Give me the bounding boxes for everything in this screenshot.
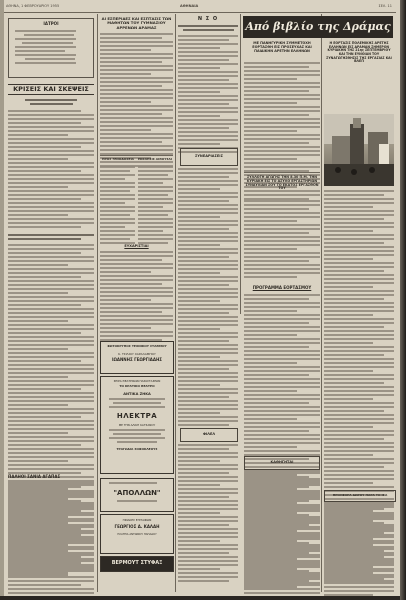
col4-headline-2: ΣΥΛΛΟΓΗ ΑΓΩΓΗΣ ΤΗΝ 8.30 Π.Μ. ΤΗΝ ΚΥΡΙΑΚΗ ΕΙΣ ΤΟ ΑΣΥΛΟ ΕΡΓΑΣΤΗΡΙΩΝ ΣΥΝΑΥΛΙΑΝ ΣΟΥ ΤΟ ΕΚΑΤΟΣ ΕΡΓΑΣΘΟΝ ΤΟΥ: [245, 175, 319, 191]
col3-heading: Ν Σ Ο: [197, 16, 219, 22]
col1-bottom-text: [8, 482, 94, 578]
notice-text: [324, 504, 394, 584]
ad-apollon: [100, 478, 174, 512]
page-header: [4, 2, 396, 12]
ad-theatre-l2: ΤΟ ΚΡΑΤΙΚΟ ΘΕΑΤΡΟ: [119, 384, 155, 389]
ad-theatre-electra: [100, 376, 174, 474]
column-rule: [97, 14, 98, 592]
ad-apollon-title: "ΑΠΟΛΛΩΝ": [113, 489, 161, 497]
program-heading: ΠΡΟΓΡΑΜΜΑ ΕΟΡΤΑΣΜΟΥ: [252, 285, 312, 290]
col2-sub-right-text: [138, 166, 173, 246]
col4-headline: ΜΕ ΠΑΝΗΓΥΡΙΚΗ ΣΥΜΜΕΤΟΧΗ ΕΟΡΤΑΣΘΗ ΕΙΣ ΠΡΟΣΕΥΧΑΣ ΚΑΙ ΠΑΙΔΙΚΗΝ ΑΡΕΤΗΝ ΕΛΛΗΝΩΝ: [252, 41, 312, 53]
ad-vermouth-title: ΒΕΡΜΟΥΤ ΣΤΥΦΑΞ: [111, 560, 163, 566]
ad-grave-l3: ΠΛΑΤΕΙΑ ΑΝΤΩΝΙΟΥ ΠΑΠΑΔΟΥ: [117, 533, 157, 537]
col3-lower-box-title: ΦΙΛΕΛ: [202, 432, 216, 436]
ad-photo-line2: ΙΩΑΝΝΗΣ ΓΕΩΡΓΙΑΔΗΣ: [111, 357, 163, 363]
ad-theatre-title: ΗΛΕΚΤΡΑ: [116, 412, 158, 421]
ad-grave-l1: ΠΙΝΑΚΕΣ ΕΠΙΤΑΦΙΩΝ: [122, 518, 152, 522]
notice-box: [324, 490, 396, 502]
col2-sub-left: ΠΡΟΣ ΞΕΝΟΔΟΧΕΙΑ: [101, 157, 135, 161]
section-title: ΚΡΙΣΕΙΣ ΚΑΙ ΣΚΕΨΕΙΣ: [8, 84, 94, 95]
ceremony-photo-image: [324, 114, 394, 186]
column-rule: [175, 14, 176, 592]
col4-text-2: [244, 200, 320, 280]
col2-sub-left-text: [100, 166, 135, 246]
ad-photo-line1: Κ. ΤΣΙΛΙΟΥ ΧΑΡΑΛΑΜΠΟΥ: [118, 351, 156, 356]
section-banner: [243, 16, 393, 38]
col3-lower-text: [178, 444, 238, 584]
col5-headline: Η ΕΟΡΤΑΣΙΣ ΠΟΛΕΜΙΚΗΣ ΑΡΕΤΗΣ ΕΛΛΗΝΩΝ ΕΙΣ ΔΡΑΜΑΝ ΣΗΜΕΡΟΝ ΚΥΡΙΑΚΗΝ ΤΗΣ 21ης ΣΕΠΤΕΜΒΡΙΟΥ ΚΑΙ ΤΗΝ ΕΥΝΟΙΑΝ ΤΟΥ ΣΥΝΑΓΩΓΗΣΘΗΣΙΣ ΤΗΣ ΕΡΓΑΣΙΑΣ ΚΑΙ ΒΛΕΠ: [326, 41, 392, 64]
teachers-text: [244, 472, 320, 596]
col2-heading: ΑΙ ΕΣΠΕΡΙΔΕΣ ΚΑΙ ΕΣΠΤΑΣΙΣ ΤΩΝ ΜΑΘΗΤΩΝ ΤΟΥ ΓΥΜΝΑΣΙΟΥ ΑΡΡΕΝΩΝ ΔΡΑΜΑΣ: [101, 16, 172, 30]
header-masthead: ΑΘΗΝΑΙΑ: [180, 4, 199, 8]
column-rule: [240, 14, 241, 314]
col3-lower-box: [180, 428, 238, 442]
section-banner-title: Από βιβλίο της Δράμας: [245, 20, 391, 33]
ad-photo-studio: [100, 341, 174, 374]
col2-divider: [100, 155, 173, 156]
ad-theatre-l1: ΣΕΙΡΑ ΘΕΑΤΡΙΚΩΝ ΠΑΡΑΣΤΑΣΕΩΝ: [113, 379, 161, 383]
column-rule: [321, 14, 322, 592]
doctors-title: ΙΑΤΡΟΙ: [43, 21, 59, 26]
col2-sub-right: ΕΚΚΛΗΣΙΣ ΑΙΘΟΥΣΑΙ: [138, 157, 172, 161]
col2-mid-text: [100, 251, 173, 343]
col3-mid-text: [178, 168, 238, 428]
teachers-box-title: ΚΑΘΗΓΗΤΑΙ: [270, 460, 294, 464]
notice-title: ΠΡΟΣΦΟΡΑ ΔΩΡΟΥ ΠΑΡΑ ΤΟ ΙΚΑ: [332, 493, 388, 497]
ad-grave-l2: ΓΕΩΡΓΙΟΣ Δ. ΚΑΛΑΗ: [114, 524, 160, 530]
ad-photo-title: ΦΩΤΟΚΡΥΠΟΣ ΤΕΧΝΙΚΟΥ ΣΤΑΘΜΟΥ: [107, 344, 167, 348]
ad-vermouth: [100, 556, 174, 572]
binding-shadow: [400, 0, 406, 600]
ad-gravestones: [100, 514, 174, 554]
page-edge: [0, 0, 4, 596]
col3-box: [180, 148, 238, 166]
header-rule: [4, 12, 396, 13]
col4-divider: [244, 172, 320, 173]
col2-mid-heading: ΕΥΧΑΡΙΣΤΙΑΙ: [124, 244, 149, 248]
col3-box-title: ΣΥΝΕΔΡΙΑΣΕΙΣ: [194, 154, 223, 158]
header-date: ΑΘΗΝΑ, 1 ΦΕΒΡΟΥΑΡΙΟΥ 1955: [6, 4, 60, 8]
ad-theatre-l4: ΜΕ ΤΗΝ ΑΛΙΚΗ ΚΑΤΣΑΝΟΥ: [118, 422, 156, 427]
header-page-number: ΣΕΛ. 11: [378, 4, 392, 8]
ceremony-photo: [324, 114, 394, 186]
column-2: [100, 17, 173, 169]
ad-theatre-l3: ΑΝΤΙΚΑ ΖΗΚΑ: [123, 391, 151, 396]
doctors-box: [8, 18, 94, 78]
column-3: [178, 17, 238, 155]
teachers-box: [244, 456, 320, 470]
col1-bottom-label: ΠΑΛΗΟΙ ΣΑΝΙΑ ΑΓΑΠΑΣ: [8, 474, 61, 479]
ad-theatre-l5: ΤΡΑΓΩΔΙΑ ΣΟΦΟΚΛΕΟΥΣ: [116, 446, 158, 451]
